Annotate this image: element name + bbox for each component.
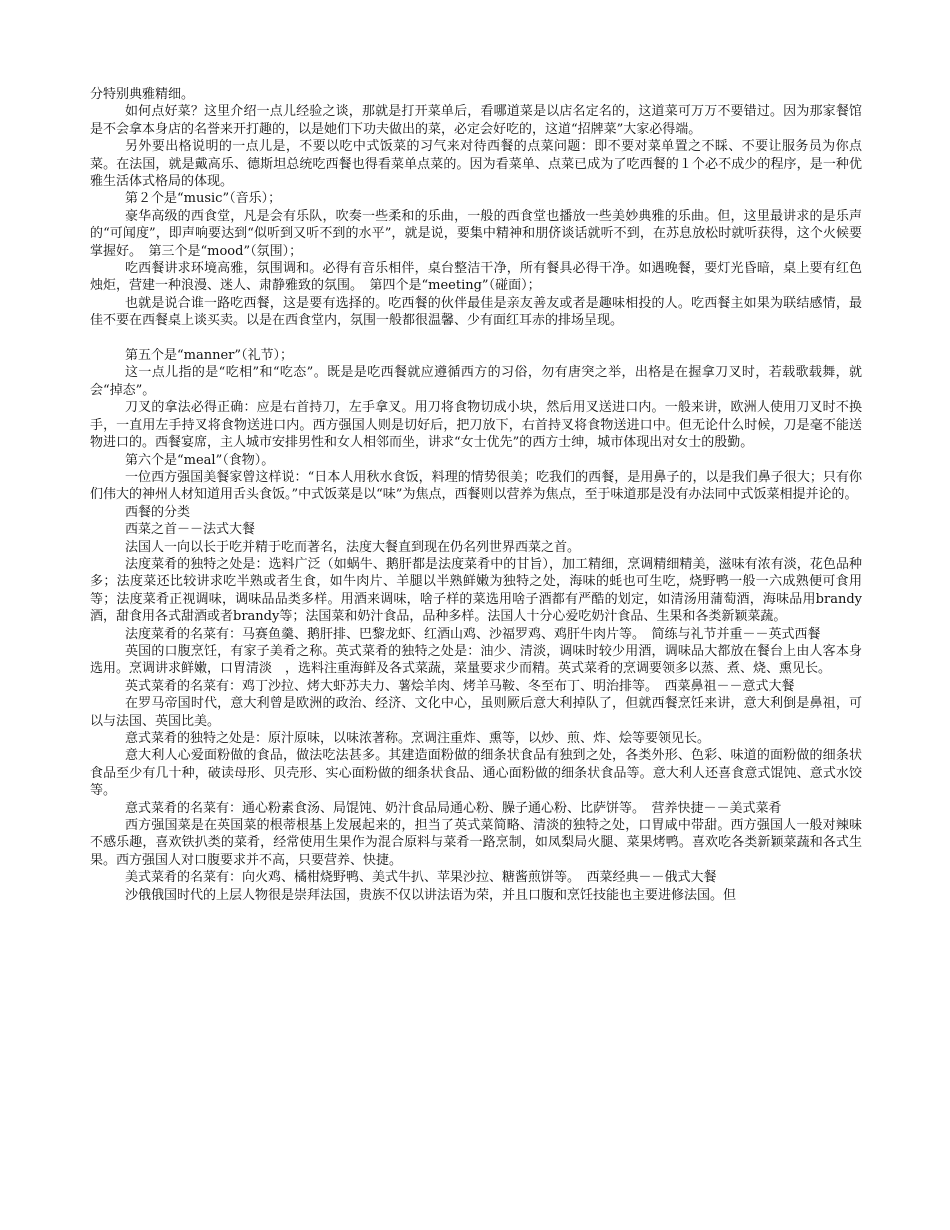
paragraph: 意大利人心爱面粉做的食品，做法吃法甚多。其建造面粉做的细条状食品有独到之处，各类外形、色彩、味道的面粉做的细条状食品至少有几十种，破读母形、贝壳形、实心面粉做的细条状食品、通心面粉做的细条状食品等。意大利人还喜食意式馄饨、意式水饺等。 (90, 748, 862, 799)
paragraph: 法国人一向以长于吃并精于吃而著名，法度大餐直到现在仍名列世界西菜之首。 (125, 539, 581, 555)
paragraph: 意式菜肴的名菜有：通心粉素食汤、局馄饨、奶汁食品局通心粉、臊子通心粉、比萨饼等。 营养快捷－－美式菜肴 (125, 800, 782, 816)
paragraph: 英式菜肴的名菜有：鸡丁沙拉、烤大虾苏夫力、薯烩羊肉、烤羊马鞍、冬至布丁、明治排等。 西菜鼻祖－－意式大餐 (125, 678, 795, 694)
paragraph: 西方强国菜是在英国菜的根蒂根基上发展起来的，担当了英式菜简略、清淡的独特之处，口胃咸中带甜。西方强国人一般对辣味不感乐趣，喜欢铁扒类的菜肴，经常使用生果作为混合原料与菜肴一路烹制，如凤梨局火腿、菜果烤鸭。喜欢吃各类新颖菜蔬和各式生果。西方强国人对口腹要求并不高，只要营养、快捷。 (90, 818, 862, 868)
paragraph: 分特别典雅精细。 (90, 87, 195, 102)
paragraph: 在罗马帝国时代，意大利曾是欧洲的政治、经济、文化中心，虽则厥后意大利掉队了，但就西餐烹饪来讲，意大利倒是鼻祖，可以与法国、英国比美。 (90, 696, 862, 729)
paragraph: 如何点好菜？这里介绍一点儿经验之谈，那就是打开菜单后，看哪道菜是以店名定名的，这道菜可万万不要错过。因为那家餐馆是不会拿本身店的名誉来开打趣的，以是她们下功夫做出的菜，必定会好吃的，这道“招牌菜”大家必得端。 (90, 104, 862, 137)
paragraph: 法度菜肴的名菜有：马赛鱼羹、鹅肝排、巴黎龙虾、红酒山鸡、沙福罗鸡、鸡肝牛肉片等。 简练与礼节并重－－英式西餐 (125, 626, 821, 642)
paragraph: 豪华高级的西食堂，凡是会有乐队，吹奏一些柔和的乐曲，一般的西食堂也播放一些美妙典雅的乐曲。但，这里最讲求的是乐声的“可闻度”，即声响要达到“似听到又听不到的水平”，就是说，要集中精神和朋侪谈话就听不到，在苏息放松时就听获得，这个火候要掌握好。 第三个是“mood”（氛围）； (90, 208, 862, 259)
paragraph: 也就是说合谁一路吃西餐，这是要有选择的。吃西餐的伙伴最佳是亲友善友或者是趣味相投的人。吃西餐主如果为联结感情，最佳不要在西餐桌上谈买卖。以是在西食堂内，氛围一般都很温馨、少有面红耳赤的排场呈现。 (90, 295, 862, 329)
paragraph: 另外要出格说明的一点儿是，不要以吃中式饭菜的习气来对待西餐的点菜问题：即不要对菜单置之不睬、不要让服务员为你点菜。在法国，就是戴高乐、德斯坦总统吃西餐也得看菜单点菜的。因为看菜单、点菜已成为了吃西餐的１个必不成少的程序，是一种优雅生活体式格局的体现。 (90, 139, 862, 190)
paragraph: 西餐的分类 (125, 504, 191, 520)
blank-line (90, 330, 862, 347)
paragraph: 这一点儿指的是“吃相”和“吃态”。既是是吃西餐就应遵循西方的习俗，勿有唐突之举，出格是在握拿刀叉时，若载歌载舞，就会“掉态”。 (90, 365, 862, 398)
paragraph: 第五个是“manner”（礼节）； (125, 348, 294, 364)
paragraph: 一位西方强国美餐家曾这样说：“日本人用秋水食饭，料理的情势很美；吃我们的西餐，是用鼻子的，以是我们鼻子很大；只有你们伟大的神州人材知道用舌头食饭。”中式饭菜是以“味”为焦点，西餐则以营养为焦点，至于味道那是没有办法同中式饭菜相提并论的。 (90, 469, 862, 503)
paragraph: 第２个是“music”（音乐）； (125, 191, 282, 207)
paragraph: 西菜之首－－法式大餐 (125, 522, 256, 538)
paragraph: 法度菜肴的独特之处是：选料广泛（如蜗牛、鹅肝都是法度菜肴中的甘旨），加工精细，烹调精细精美，滋味有浓有淡，花色品种多；法度菜还比较讲求吃半熟或者生食，如牛肉片、羊腿以半熟鲜嫩为独特之处，海味的蚝也可生吃，烧野鸭一般一六成熟便可食用等；法度菜肴正视调味，调味品品类多样。用酒来调味，啥子样的菜选用啥子酒都有严酷的划定，如清汤用蒲萄酒，海味品用brandy酒，甜食用各式甜酒或者brandy等；法国菜和奶汁食品，品种多样。法国人十分心爱吃奶汁食品、生果和各类新颖菜蔬。 (90, 556, 862, 625)
paragraph: 意式菜肴的独特之处是：原汁原味，以味浓著称。烹调注重炸、熏等，以炒、煎、炸、烩等要领见长。 (125, 731, 711, 747)
paragraph: 吃西餐讲求环境高雅，氛围调和。必得有音乐相伴，桌台整洁干净，所有餐具必得干净。如遇晚餐，要灯光昏暗，桌上要有红色烛炬，营建一种浪漫、迷人、肃静雅致的氛围。 第四个是“meeting”（碰面）； (90, 261, 862, 294)
paragraph: 美式菜肴的名菜有：向火鸡、橘柑烧野鸭、美式牛扒、苹果沙拉、糖酱煎饼等。 西菜经典－－俄式大餐 (125, 870, 717, 886)
paragraph: 沙俄俄国时代的上层人物很是崇拜法国，贵族不仅以讲法语为荣，并且口腹和烹饪技能也主要进修法国。但 (125, 887, 737, 903)
document-body (90, 86, 862, 904)
paragraph: 刀叉的拿法必得正确：应是右首持刀，左手拿叉。用刀将食物切成小块，然后用叉送进口内。一般来讲，欧洲人使用刀叉时不换手，一直用左手持叉将食物送进口内。西方强国人则是切好后，把刀放下，右首持叉将食物送进口中。但无论什么时候，刀是毫不能送物进口的。西餐宴席，主人城市安排男性和女人相邻而坐，讲求“女士优先”的西方士绅，城市体现出对女士的殷勤。 (90, 400, 862, 451)
paragraph: 第六个是“meal”（食物）。 (125, 452, 275, 468)
paragraph: 英国的口腹烹饪，有家子美肴之称。英式菜肴的独特之处是：油少、清淡，调味时较少用酒，调味品大都放在餐台上由人客本身选用。烹调讲求鲜嫩，口胃清淡 ，选料注重海鲜及各式菜蔬，菜量要求少而精。英式菜肴的烹调要领多以蒸、煮、烧、熏见长。 (90, 643, 862, 677)
